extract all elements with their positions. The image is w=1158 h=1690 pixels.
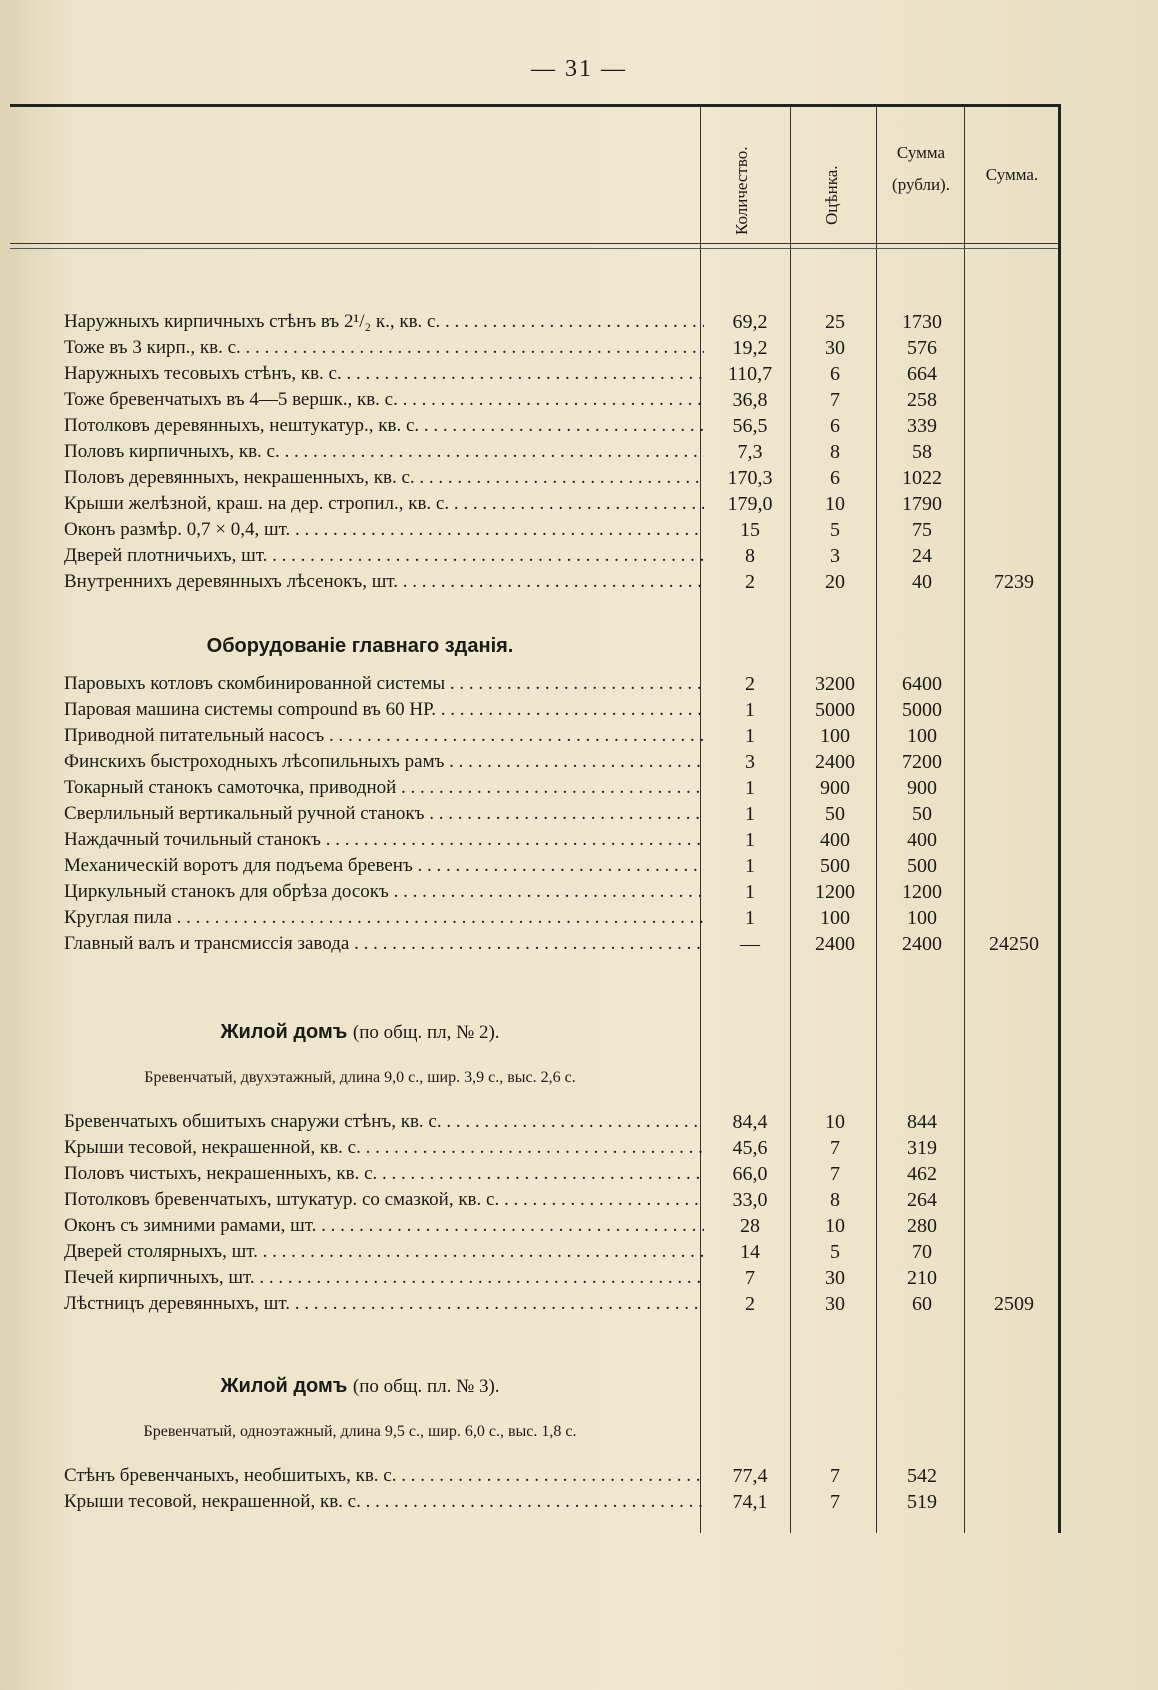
block-total: 24250 bbox=[989, 933, 1039, 955]
table-row: Оконъ размѣр. 0,7 × 0,4, шт. . . . 15 5 75 bbox=[10, 519, 1058, 545]
table-row: Приводной питательный насосъ . . . 1 100 100 bbox=[10, 725, 1058, 751]
header-sum-rubles-line1: Сумма bbox=[896, 143, 946, 162]
header-sum-rubles bbox=[878, 143, 964, 195]
table-row: Токарный станокъ самоточка, приводной . . . 1 900 900 bbox=[10, 777, 1058, 803]
header-sum: Сумма. bbox=[985, 165, 1039, 184]
table-row: Крыши тесовой, некрашенной, кв. с. . . . 74,1 7 519 bbox=[10, 1491, 1058, 1517]
table-row: Наружныхъ тесовыхъ стѣнъ, кв. с. . . . 110,7 6 664 bbox=[10, 363, 1058, 389]
section-title-main: Жилой домъ bbox=[220, 1021, 348, 1043]
page-number: — 31 — bbox=[531, 56, 627, 82]
table-row: Главный валъ и трансмиссія завода . . . — 2400 2400 24250 bbox=[10, 933, 1058, 959]
table-row: Крыши желѣзной, краш. на дер. стропил., кв. с. . . . 179,0 10 1790 bbox=[10, 493, 1058, 519]
section-subtitle: Бревенчатый, двухэтажный, длина 9,0 с., шир. 3,9 с., выс. 2,6 с. bbox=[144, 1069, 576, 1086]
table-row: Половъ кирпичныхъ, кв. с. . . . 7,3 8 58 bbox=[10, 441, 1058, 467]
table-row: Половъ чистыхъ, некрашенныхъ, кв. с. . . . 66,0 7 462 bbox=[10, 1163, 1058, 1189]
header-sum-rubles-line2: (рубли). bbox=[892, 175, 950, 194]
header-rate: Оцѣнка. bbox=[822, 165, 841, 225]
table-row: Оконъ съ зимними рамами, шт. . . . 28 10 280 bbox=[10, 1215, 1058, 1241]
header-quantity: Количество. bbox=[732, 146, 751, 235]
table-row: Крыши тесовой, некрашенной, кв. с. . . . 45,6 7 319 bbox=[10, 1137, 1058, 1163]
table-row: Тоже въ 3 кирп., кв. с. . . . 19,2 30 576 bbox=[10, 337, 1058, 363]
table-row: Дверей плотничьихъ, шт. . . . 8 3 24 bbox=[10, 545, 1058, 571]
table-row: Половъ деревянныхъ, некрашенныхъ, кв. с. . . . 170,3 6 1022 bbox=[10, 467, 1058, 493]
table-row: Финскихъ быстроходныхъ лѣсопильныхъ рамъ . . . 3 2400 7200 bbox=[10, 751, 1058, 777]
table-row: Круглая пила . . . 1 100 100 bbox=[10, 907, 1058, 933]
table-row: Дверей столярныхъ, шт. . . . 14 5 70 bbox=[10, 1241, 1058, 1267]
table-row: Сверлильный вертикальный ручной станокъ . . . 1 50 50 bbox=[10, 803, 1058, 829]
section-title-main: Жилой домъ bbox=[220, 1375, 348, 1397]
section-title: Оборудованіе главнаго зданія. bbox=[206, 635, 514, 657]
table-row: Механическій воротъ для подъема бревенъ . . . 1 500 500 bbox=[10, 855, 1058, 881]
block-total: 7239 bbox=[994, 571, 1034, 593]
table-row: Бревенчатыхъ обшитыхъ снаружи стѣнъ, кв. с. . . . 84,4 10 844 bbox=[10, 1111, 1058, 1137]
section-title bbox=[10, 1021, 710, 1044]
table-row: Наждачный точильный станокъ . . . 1 400 400 bbox=[10, 829, 1058, 855]
section-title bbox=[10, 1375, 710, 1398]
table-row: Циркульный станокъ для обрѣза досокъ . . . 1 1200 1200 bbox=[10, 881, 1058, 907]
table-row: Наружныхъ кирпичныхъ стѣнъ въ 2¹/₂ к., кв. с. . . . 69,2 25 1730 bbox=[10, 311, 1058, 337]
table-row: Потолковъ деревянныхъ, нештукатур., кв. с. . . . 56,5 6 339 bbox=[10, 415, 1058, 441]
header-rule bbox=[10, 243, 1058, 244]
section-title-note: (по общ. пл, № 2). bbox=[352, 1022, 500, 1043]
header-rule bbox=[10, 248, 1058, 249]
table-row: Стѣнъ бревенчаныхъ, необшитыхъ, кв. с. . . . 77,4 7 542 bbox=[10, 1465, 1058, 1491]
section-subtitle: Бревенчатый, одноэтажный, длина 9,5 с., шир. 6,0 с., выс. 1,8 с. bbox=[143, 1423, 577, 1440]
table-row: Паровая машина системы compound въ 60 НР. . . . 1 5000 5000 bbox=[10, 699, 1058, 725]
table-row: Лѣстницъ деревянныхъ, шт. . . . 2 30 60 2509 bbox=[10, 1293, 1058, 1319]
table-row: Тоже бревенчатыхъ въ 4—5 вершк., кв. с. . . . 36,8 7 258 bbox=[10, 389, 1058, 415]
table-row: Внутреннихъ деревянныхъ лѣсенокъ, шт. . . . 2 20 40 7239 bbox=[10, 571, 1058, 597]
section-title-note: (по общ. пл. № 3). bbox=[352, 1376, 500, 1397]
table-row: Паровыхъ котловъ скомбинированной системы . . . 2 3200 6400 bbox=[10, 673, 1058, 699]
table-row: Печей кирпичныхъ, шт. . . . 7 30 210 bbox=[10, 1267, 1058, 1293]
table-row: Потолковъ бревенчатыхъ, штукатур. со смазкой, кв. с. . . . 33,0 8 264 bbox=[10, 1189, 1058, 1215]
block-total: 2509 bbox=[994, 1293, 1034, 1315]
estimate-table bbox=[10, 104, 1061, 1533]
